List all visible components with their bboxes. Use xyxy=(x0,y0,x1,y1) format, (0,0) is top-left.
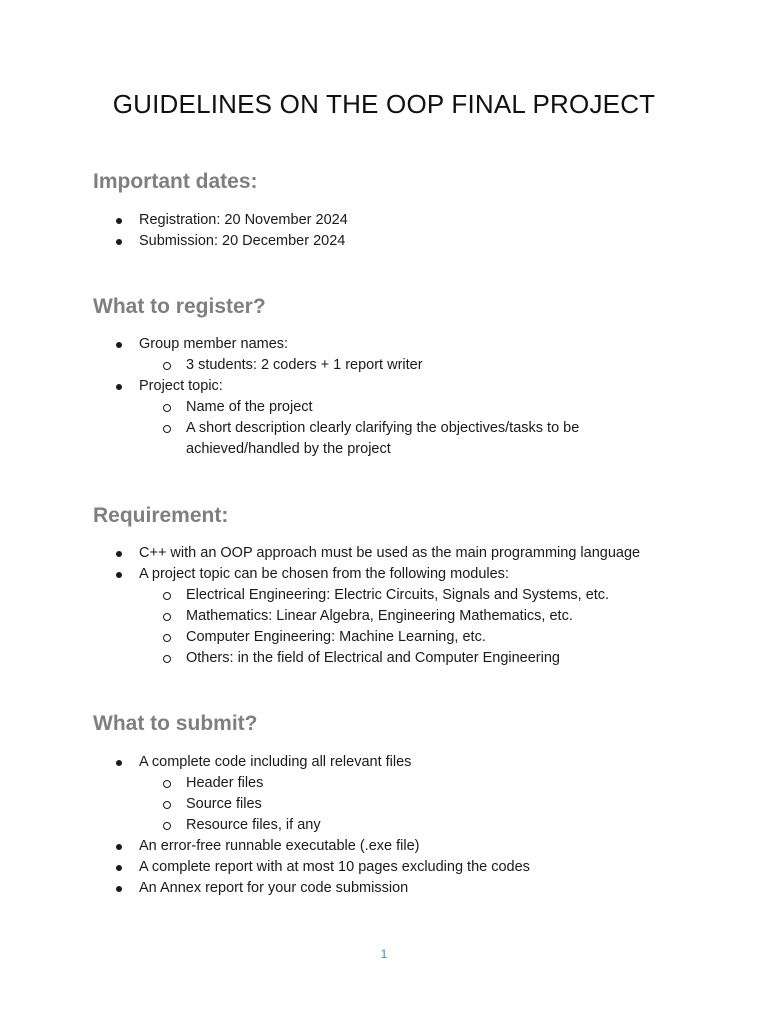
list-item-text: Resource files, if any xyxy=(186,817,321,833)
list-item-text: Group member names: xyxy=(139,336,289,352)
list-item-text: A short description clearly clarifying the objectives/tasks to be achieved/handled by the project xyxy=(186,420,580,457)
list-item-text: An error-free runnable executable (.exe file) xyxy=(139,838,420,854)
list-item-text: Name of the project xyxy=(186,399,313,415)
sub-list-item xyxy=(0,815,626,836)
sub-list-item xyxy=(0,418,626,460)
list-item-text: Project topic: xyxy=(139,378,223,394)
list-item-text: A complete report with at most 10 pages excluding the codes xyxy=(139,859,530,875)
list-item-text: C++ with an OOP approach must be used as the main programming language xyxy=(139,545,641,561)
list-item-text: Mathematics: Linear Algebra, Engineering Mathematics, etc. xyxy=(186,608,573,624)
bullet-circle-icon xyxy=(163,362,171,370)
bullet-circle-icon xyxy=(163,655,171,663)
bullet-circle-icon xyxy=(163,822,171,830)
list-item xyxy=(0,836,626,857)
bullet-icon xyxy=(116,551,122,557)
bullet-circle-icon xyxy=(163,613,171,621)
bullet-icon xyxy=(116,572,122,578)
list-item xyxy=(0,857,626,878)
what-to-register-heading: What to register? xyxy=(93,295,266,318)
list-item-text: Electrical Engineering: Electric Circuits, Signals and Systems, etc. xyxy=(186,587,610,603)
list-item xyxy=(0,752,626,773)
sub-list-item xyxy=(0,606,626,627)
document-title: GUIDELINES ON THE OOP FINAL PROJECT xyxy=(112,89,656,119)
what-to-submit-heading: What to submit? xyxy=(93,712,258,735)
bullet-circle-icon xyxy=(163,801,171,809)
bullet-circle-icon xyxy=(163,425,171,433)
sub-list-item xyxy=(0,355,626,376)
what-to-register-list xyxy=(0,334,626,460)
bullet-icon xyxy=(116,865,122,871)
list-item-text: 3 students: 2 coders + 1 report writer xyxy=(186,357,423,373)
list-item xyxy=(0,878,626,899)
list-item-text: Submission: 20 December 2024 xyxy=(139,233,346,249)
bullet-icon xyxy=(116,844,122,850)
bullet-icon xyxy=(116,239,122,245)
list-item-text: An Annex report for your code submission xyxy=(139,880,409,896)
important-dates-list xyxy=(0,210,348,252)
list-item xyxy=(0,376,626,397)
bullet-icon xyxy=(116,886,122,892)
sub-list-item xyxy=(0,585,626,606)
sub-list-item xyxy=(0,397,626,418)
what-to-submit-list xyxy=(0,752,626,899)
bullet-circle-icon xyxy=(163,592,171,600)
bullet-icon xyxy=(116,384,122,390)
sub-list-item xyxy=(0,794,626,815)
bullet-circle-icon xyxy=(163,780,171,788)
list-item-text: Computer Engineering: Machine Learning, etc. xyxy=(186,629,486,645)
list-item-text: Header files xyxy=(186,775,264,791)
list-item-text: Source files xyxy=(186,796,262,812)
list-item-text: Others: in the field of Electrical and Computer Engineering xyxy=(186,650,560,666)
list-item xyxy=(0,334,626,355)
sub-list-item xyxy=(0,627,626,648)
requirement-heading: Requirement: xyxy=(93,504,229,527)
list-item-text: Registration: 20 November 2024 xyxy=(139,212,348,228)
bullet-icon xyxy=(116,760,122,766)
bullet-icon xyxy=(116,342,122,348)
bullet-icon xyxy=(116,218,122,224)
bullet-circle-icon xyxy=(163,634,171,642)
bullet-circle-icon xyxy=(163,404,171,412)
list-item xyxy=(0,231,348,252)
list-item xyxy=(0,210,348,231)
list-item-text: A project topic can be chosen from the following modules: xyxy=(139,566,509,582)
list-item xyxy=(0,564,640,585)
page-number: 1 xyxy=(380,947,388,961)
important-dates-heading: Important dates: xyxy=(93,170,258,193)
requirement-list xyxy=(0,543,640,669)
list-item xyxy=(0,543,640,564)
sub-list-item xyxy=(0,773,626,794)
list-item-text: A complete code including all relevant files xyxy=(139,754,412,770)
sub-list-item xyxy=(0,648,626,669)
